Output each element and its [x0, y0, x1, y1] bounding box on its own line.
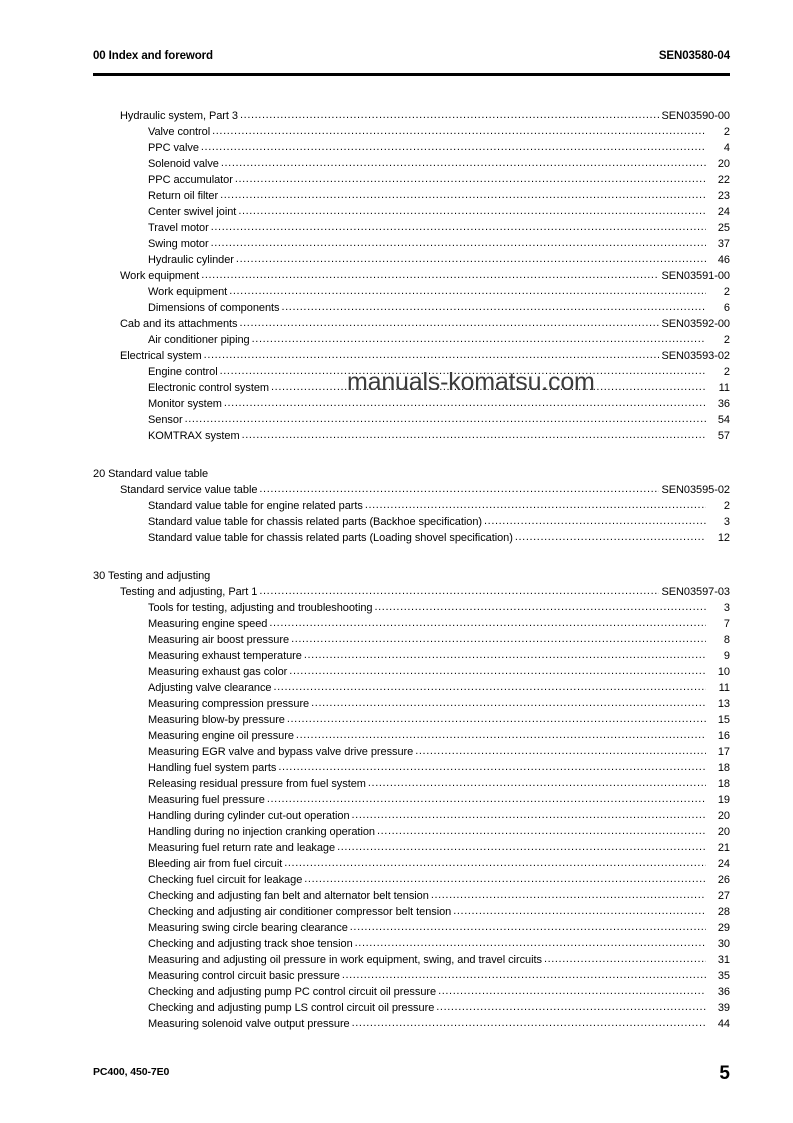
toc-leader-dots: [269, 615, 706, 631]
toc-entry-document-code: SEN03592-00: [661, 318, 730, 330]
toc-entry-title: Cab and its attachments: [120, 318, 238, 330]
toc-leader-dots: [211, 235, 706, 251]
toc-entry-title: Standard value table for chassis related parts (Loading shovel specification): [148, 532, 513, 544]
header-divider-rule: [93, 73, 730, 76]
toc-leader-dots: [252, 331, 706, 347]
toc-entry-title: Measuring swing circle bearing clearance: [148, 922, 348, 934]
header-document-code: SEN03580-04: [658, 50, 730, 62]
footer-page-number: 5: [719, 1063, 730, 1084]
toc-entry[interactable]: [0, 284, 793, 300]
toc-leader-dots: [291, 631, 706, 647]
toc-entry-page-number: 29: [717, 922, 730, 934]
toc-leader-dots: [287, 711, 706, 727]
toc-entry[interactable]: [0, 680, 793, 696]
toc-leader-dots: [220, 187, 706, 203]
toc-leader-dots: [342, 967, 706, 983]
toc-entry-page-number: 27: [717, 890, 730, 902]
toc-entry[interactable]: [0, 156, 793, 172]
toc-entry-document-code: SEN03597-03: [661, 586, 730, 598]
toc-entry-page-number: 13: [717, 698, 730, 710]
toc-entry-title: Swing motor: [148, 238, 209, 250]
toc-leader-dots: [267, 791, 706, 807]
toc-entry[interactable]: [0, 888, 793, 904]
toc-entry[interactable]: [0, 840, 793, 856]
toc-entry[interactable]: [0, 220, 793, 236]
toc-entry[interactable]: [0, 252, 793, 268]
toc-entry-page-number: 9: [723, 650, 730, 662]
toc-entry[interactable]: [0, 380, 793, 396]
toc-entry[interactable]: [0, 332, 793, 348]
toc-leader-dots: [211, 219, 706, 235]
toc-entry-title: Measuring exhaust gas color: [148, 666, 288, 678]
toc-leader-dots: [289, 663, 706, 679]
toc-entry-page-number: 11: [718, 682, 730, 694]
toc-leader-dots: [352, 807, 706, 823]
toc-entry-title: Electronic control system: [148, 382, 270, 394]
toc-leader-dots: [436, 999, 706, 1015]
toc-entry[interactable]: [0, 530, 793, 546]
toc-entry[interactable]: [0, 1000, 793, 1016]
toc-entry-page-number: 17: [717, 746, 730, 758]
toc-entry[interactable]: [0, 584, 793, 600]
toc-entry-title: Hydraulic cylinder: [148, 254, 234, 266]
toc-entry-title: Checking and adjusting air conditioner compressor belt tension: [148, 906, 452, 918]
toc-block-spacer: [0, 444, 793, 466]
toc-entry-title: Handling fuel system parts: [148, 762, 277, 774]
toc-entry-page-number: 7: [723, 618, 730, 630]
toc-entry-page-number: 21: [717, 842, 730, 854]
toc-entry-title: Solenoid valve: [148, 158, 219, 170]
toc-entry[interactable]: [0, 808, 793, 824]
toc-leader-dots: [350, 919, 706, 935]
toc-entry-title: Air conditioner piping: [148, 334, 250, 346]
toc-entry-document-code: SEN03591-00: [661, 270, 730, 282]
toc-entry-title: Measuring exhaust temperature: [148, 650, 302, 662]
toc-entry-title: Handling during no injection cranking operation: [148, 826, 375, 838]
toc-leader-dots: [281, 299, 706, 315]
toc-leader-dots: [415, 743, 706, 759]
toc-entry-page-number: 10: [717, 666, 730, 678]
toc-leader-dots: [365, 497, 706, 513]
toc-entry-title: Sensor: [148, 414, 183, 426]
toc-entry-title: Measuring fuel return rate and leakage: [148, 842, 336, 854]
toc-entry[interactable]: [0, 824, 793, 840]
toc-entry-title: Checking and adjusting track shoe tension: [148, 938, 353, 950]
toc-entry-title: Releasing residual pressure from fuel system: [148, 778, 366, 790]
page-header: [93, 50, 730, 62]
toc-entry-page-number: 20: [717, 810, 730, 822]
toc-section-heading: 30 Testing and adjusting: [93, 570, 211, 582]
toc-entry[interactable]: [0, 728, 793, 744]
toc-leader-dots: [185, 411, 706, 427]
toc-entry[interactable]: [0, 648, 793, 664]
toc-entry-page-number: 3: [723, 602, 730, 614]
toc-entry-title: Measuring compression pressure: [148, 698, 310, 710]
toc-entry-document-code: SEN03595-02: [661, 484, 730, 496]
toc-entry-title: Valve control: [148, 126, 211, 138]
toc-leader-dots: [271, 379, 706, 395]
toc-entry[interactable]: [0, 108, 793, 124]
toc-entry-page-number: 2: [723, 126, 730, 138]
toc-entry[interactable]: [0, 984, 793, 1000]
toc-entry-title: Measuring solenoid valve output pressure: [148, 1018, 350, 1030]
toc-entry-page-number: 30: [717, 938, 730, 950]
toc-entry[interactable]: [0, 616, 793, 632]
toc-leader-dots: [212, 123, 706, 139]
toc-entry-title: Bleeding air from fuel circuit: [148, 858, 283, 870]
toc-entry[interactable]: [0, 664, 793, 680]
toc-entry-document-code: SEN03590-00: [661, 110, 730, 122]
toc-entry-page-number: 22: [717, 174, 730, 186]
toc-entry[interactable]: [0, 936, 793, 952]
toc-entry-title: Dimensions of components: [148, 302, 280, 314]
toc-entry-title: Return oil filter: [148, 190, 219, 202]
toc-entry[interactable]: [0, 712, 793, 728]
toc-entry[interactable]: [0, 514, 793, 530]
toc-entry-title: Measuring control circuit basic pressure: [148, 970, 340, 982]
toc-entry[interactable]: [0, 204, 793, 220]
toc-entry[interactable]: [0, 140, 793, 156]
toc-entry-title: Standard service value table: [120, 484, 258, 496]
toc-entry-page-number: 44: [717, 1018, 730, 1030]
toc-entry[interactable]: [0, 600, 793, 616]
toc-entry[interactable]: [0, 498, 793, 514]
toc-entry[interactable]: [0, 482, 793, 498]
toc-entry-page-number: 2: [723, 334, 730, 346]
toc-leader-dots: [438, 983, 706, 999]
toc-leader-dots: [239, 315, 659, 331]
toc-entry-page-number: 46: [717, 254, 730, 266]
toc-entry[interactable]: [0, 268, 793, 284]
toc-entry-page-number: 12: [717, 532, 730, 544]
toc-entry-page-number: 15: [717, 714, 730, 726]
toc-entry[interactable]: [0, 904, 793, 920]
toc-entry[interactable]: [0, 920, 793, 936]
toc-entry-title: Checking and adjusting pump LS control circuit oil pressure: [148, 1002, 435, 1014]
toc-leader-dots: [274, 679, 707, 695]
toc-entry[interactable]: [0, 776, 793, 792]
toc-leader-dots: [236, 251, 706, 267]
toc-leader-dots: [352, 1015, 706, 1031]
table-of-contents: [0, 108, 793, 1032]
toc-entry[interactable]: [0, 744, 793, 760]
toc-leader-dots: [355, 935, 706, 951]
toc-entry-page-number: 8: [723, 634, 730, 646]
toc-entry-page-number: 36: [717, 398, 730, 410]
toc-entry-title: Measuring EGR valve and bypass valve drive pressure: [148, 746, 414, 758]
toc-leader-dots: [242, 427, 706, 443]
toc-entry-title: Testing and adjusting, Part 1: [120, 586, 258, 598]
toc-entry[interactable]: [0, 300, 793, 316]
toc-entry-page-number: 26: [717, 874, 730, 886]
toc-leader-dots: [284, 855, 706, 871]
toc-entry-page-number: 3: [723, 516, 730, 528]
toc-entry[interactable]: [0, 1016, 793, 1032]
toc-entry-title: Tools for testing, adjusting and troubleshooting: [148, 602, 373, 614]
toc-entry-title: Electrical system: [120, 350, 202, 362]
toc-leader-dots: [377, 823, 706, 839]
toc-entry[interactable]: [0, 792, 793, 808]
toc-entry[interactable]: [0, 188, 793, 204]
toc-entry[interactable]: [0, 428, 793, 444]
toc-entry[interactable]: [0, 760, 793, 776]
toc-entry-page-number: 2: [723, 500, 730, 512]
toc-leader-dots: [259, 481, 659, 497]
toc-entry[interactable]: [0, 172, 793, 188]
toc-entry[interactable]: [0, 348, 793, 364]
toc-entry-title: Checking and adjusting pump PC control circuit oil pressure: [148, 986, 437, 998]
toc-entry-page-number: 20: [717, 158, 730, 170]
toc-entry[interactable]: [0, 968, 793, 984]
toc-entry-page-number: 57: [717, 430, 730, 442]
toc-entry-title: PPC valve: [148, 142, 199, 154]
toc-entry-title: Center swivel joint: [148, 206, 237, 218]
toc-leader-dots: [311, 695, 706, 711]
toc-entry-page-number: 2: [723, 286, 730, 298]
watermark-text: manuals-komatsu.com: [347, 368, 595, 396]
toc-leader-dots: [453, 903, 706, 919]
toc-entry-page-number: 36: [717, 986, 730, 998]
toc-leader-dots: [484, 513, 706, 529]
toc-leader-dots: [431, 887, 706, 903]
toc-entry-title: Checking fuel circuit for leakage: [148, 874, 303, 886]
toc-entry-page-number: 18: [717, 762, 730, 774]
toc-leader-dots: [224, 395, 706, 411]
toc-entry[interactable]: [0, 856, 793, 872]
toc-leader-dots: [238, 203, 706, 219]
toc-leader-dots: [337, 839, 706, 855]
toc-entry-title: Engine control: [148, 366, 218, 378]
toc-leader-dots: [374, 599, 706, 615]
toc-entry-title: Measuring and adjusting oil pressure in work equipment, swing, and travel circuits: [148, 954, 542, 966]
toc-entry[interactable]: [0, 952, 793, 968]
toc-entry-title: Measuring engine speed: [148, 618, 268, 630]
toc-entry[interactable]: [0, 396, 793, 412]
toc-entry-page-number: 20: [717, 826, 730, 838]
toc-entry-title: Checking and adjusting fan belt and alternator belt tension: [148, 890, 429, 902]
toc-entry-title: Handling during cylinder cut-out operation: [148, 810, 350, 822]
toc-entry-title: Standard value table for chassis related parts (Backhoe specification): [148, 516, 483, 528]
toc-leader-dots: [201, 267, 659, 283]
toc-entry-title: Measuring air boost pressure: [148, 634, 290, 646]
toc-entry-title: Measuring blow-by pressure: [148, 714, 285, 726]
toc-entry-title: Measuring fuel pressure: [148, 794, 265, 806]
toc-section-heading: 20 Standard value table: [93, 468, 209, 480]
toc-leader-dots: [304, 871, 706, 887]
toc-entry-page-number: 2: [723, 366, 730, 378]
toc-entry-title: Monitor system: [148, 398, 222, 410]
toc-leader-dots: [235, 171, 706, 187]
toc-entry-title: KOMTRAX system: [148, 430, 240, 442]
toc-leader-dots: [259, 583, 659, 599]
toc-entry[interactable]: [0, 316, 793, 332]
toc-entry-title: PPC accumulator: [148, 174, 233, 186]
toc-entry-title: Work equipment: [148, 286, 228, 298]
toc-leader-dots: [204, 347, 660, 363]
toc-entry[interactable]: [0, 872, 793, 888]
toc-entry[interactable]: [0, 632, 793, 648]
toc-entry[interactable]: [0, 236, 793, 252]
toc-entry-document-code: SEN03593-02: [661, 350, 730, 362]
toc-entry-page-number: 24: [717, 206, 730, 218]
toc-leader-dots: [544, 951, 706, 967]
toc-leader-dots: [368, 775, 706, 791]
toc-entry-title: Measuring engine oil pressure: [148, 730, 294, 742]
toc-entry-title: Adjusting valve clearance: [148, 682, 272, 694]
toc-entry-title: Hydraulic system, Part 3: [120, 110, 239, 122]
toc-entry-page-number: 54: [717, 414, 730, 426]
toc-entry-title: Standard value table for engine related parts: [148, 500, 363, 512]
toc-leader-dots: [229, 283, 706, 299]
toc-entry[interactable]: [0, 124, 793, 140]
toc-entry-title: Work equipment: [120, 270, 200, 282]
toc-leader-dots: [221, 155, 706, 171]
toc-entry-page-number: 23: [717, 190, 730, 202]
toc-leader-dots: [240, 107, 659, 123]
toc-leader-dots: [220, 363, 706, 379]
toc-leader-dots: [515, 529, 706, 545]
toc-entry-page-number: 37: [717, 238, 730, 250]
footer-model-label: PC400, 450-7E0: [93, 1066, 170, 1078]
toc-block-spacer: [0, 546, 793, 568]
toc-leader-dots: [278, 759, 706, 775]
toc-leader-dots: [201, 139, 706, 155]
toc-entry-page-number: 24: [717, 858, 730, 870]
toc-leader-dots: [296, 727, 706, 743]
page-footer: [93, 1060, 730, 1084]
toc-entry-title: Travel motor: [148, 222, 209, 234]
toc-entry-page-number: 4: [723, 142, 730, 154]
toc-entry-page-number: 16: [717, 730, 730, 742]
toc-entry-page-number: 31: [717, 954, 730, 966]
toc-entry-page-number: 28: [717, 906, 730, 918]
toc-entry-page-number: 25: [717, 222, 730, 234]
toc-entry[interactable]: [0, 412, 793, 428]
toc-entry[interactable]: [0, 696, 793, 712]
toc-entry-page-number: 19: [717, 794, 730, 806]
toc-entry[interactable]: [0, 364, 793, 380]
toc-entry-page-number: 6: [723, 302, 730, 314]
toc-entry-page-number: 35: [717, 970, 730, 982]
header-section-title: 00 Index and foreword: [93, 50, 213, 62]
toc-entry-page-number: 11: [718, 382, 730, 394]
toc-leader-dots: [304, 647, 706, 663]
toc-entry-page-number: 39: [717, 1002, 730, 1014]
toc-entry-page-number: 18: [717, 778, 730, 790]
